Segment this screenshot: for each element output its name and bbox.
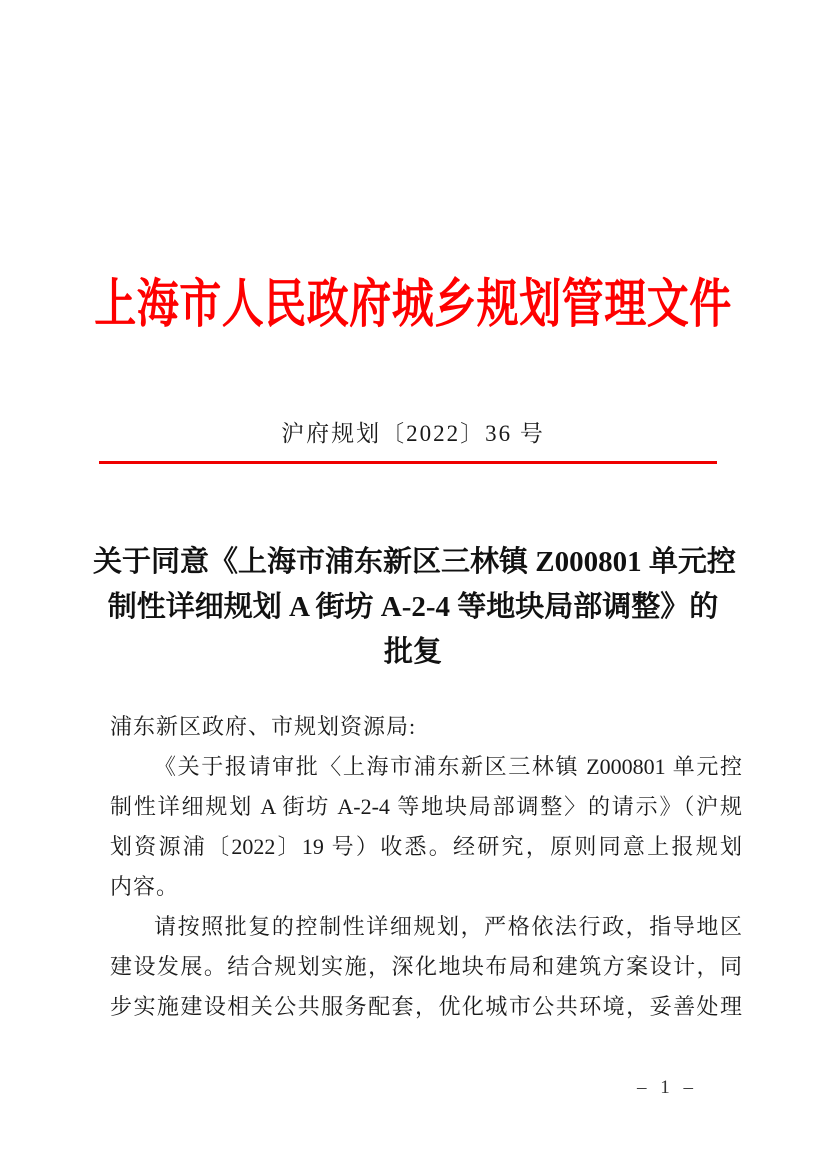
salutation-line: 浦东新区政府、市规划资源局: — [110, 714, 417, 739]
body-text-line: 《关于报请审批〈上海市浦东新区三林镇 Z000801 单元控 — [154, 754, 742, 779]
document-body — [110, 707, 742, 1027]
body-text-line: 内容。 — [110, 874, 180, 899]
document-title-line-1: 关于同意《上海市浦东新区三林镇 Z000801 单元控 — [93, 546, 736, 578]
body-text-line: 步实施建设相关公共服务配套，优化城市公共环境，妥善处理 — [110, 994, 742, 1019]
document-title — [93, 540, 736, 675]
document-title-line-2: 制性详细规划 A 街坊 A-2-4 等地块局部调整》的 — [107, 591, 719, 623]
document-masthead-title: 上海市人民政府城乡规划管理文件 — [94, 276, 732, 334]
document-title-line-3: 批复 — [383, 636, 442, 668]
body-text-line: 制性详细规划 A 街坊 A-2-4 等地块局部调整〉的请示》（沪规 — [110, 794, 742, 819]
document-reference-number: 沪府规划〔2022〕36 号 — [281, 421, 545, 446]
body-text-line: 请按照批复的控制性详细规划，严格依法行政，指导地区 — [154, 914, 742, 939]
body-text-line: 划资源浦〔2022〕19 号）收悉。经研究，原则同意上报规划 — [110, 834, 742, 859]
page-number: – 1 – — [637, 1077, 693, 1098]
red-divider-line — [99, 461, 717, 464]
body-text-line: 建设发展。结合规划实施，深化地块布局和建筑方案设计，同 — [110, 954, 742, 979]
